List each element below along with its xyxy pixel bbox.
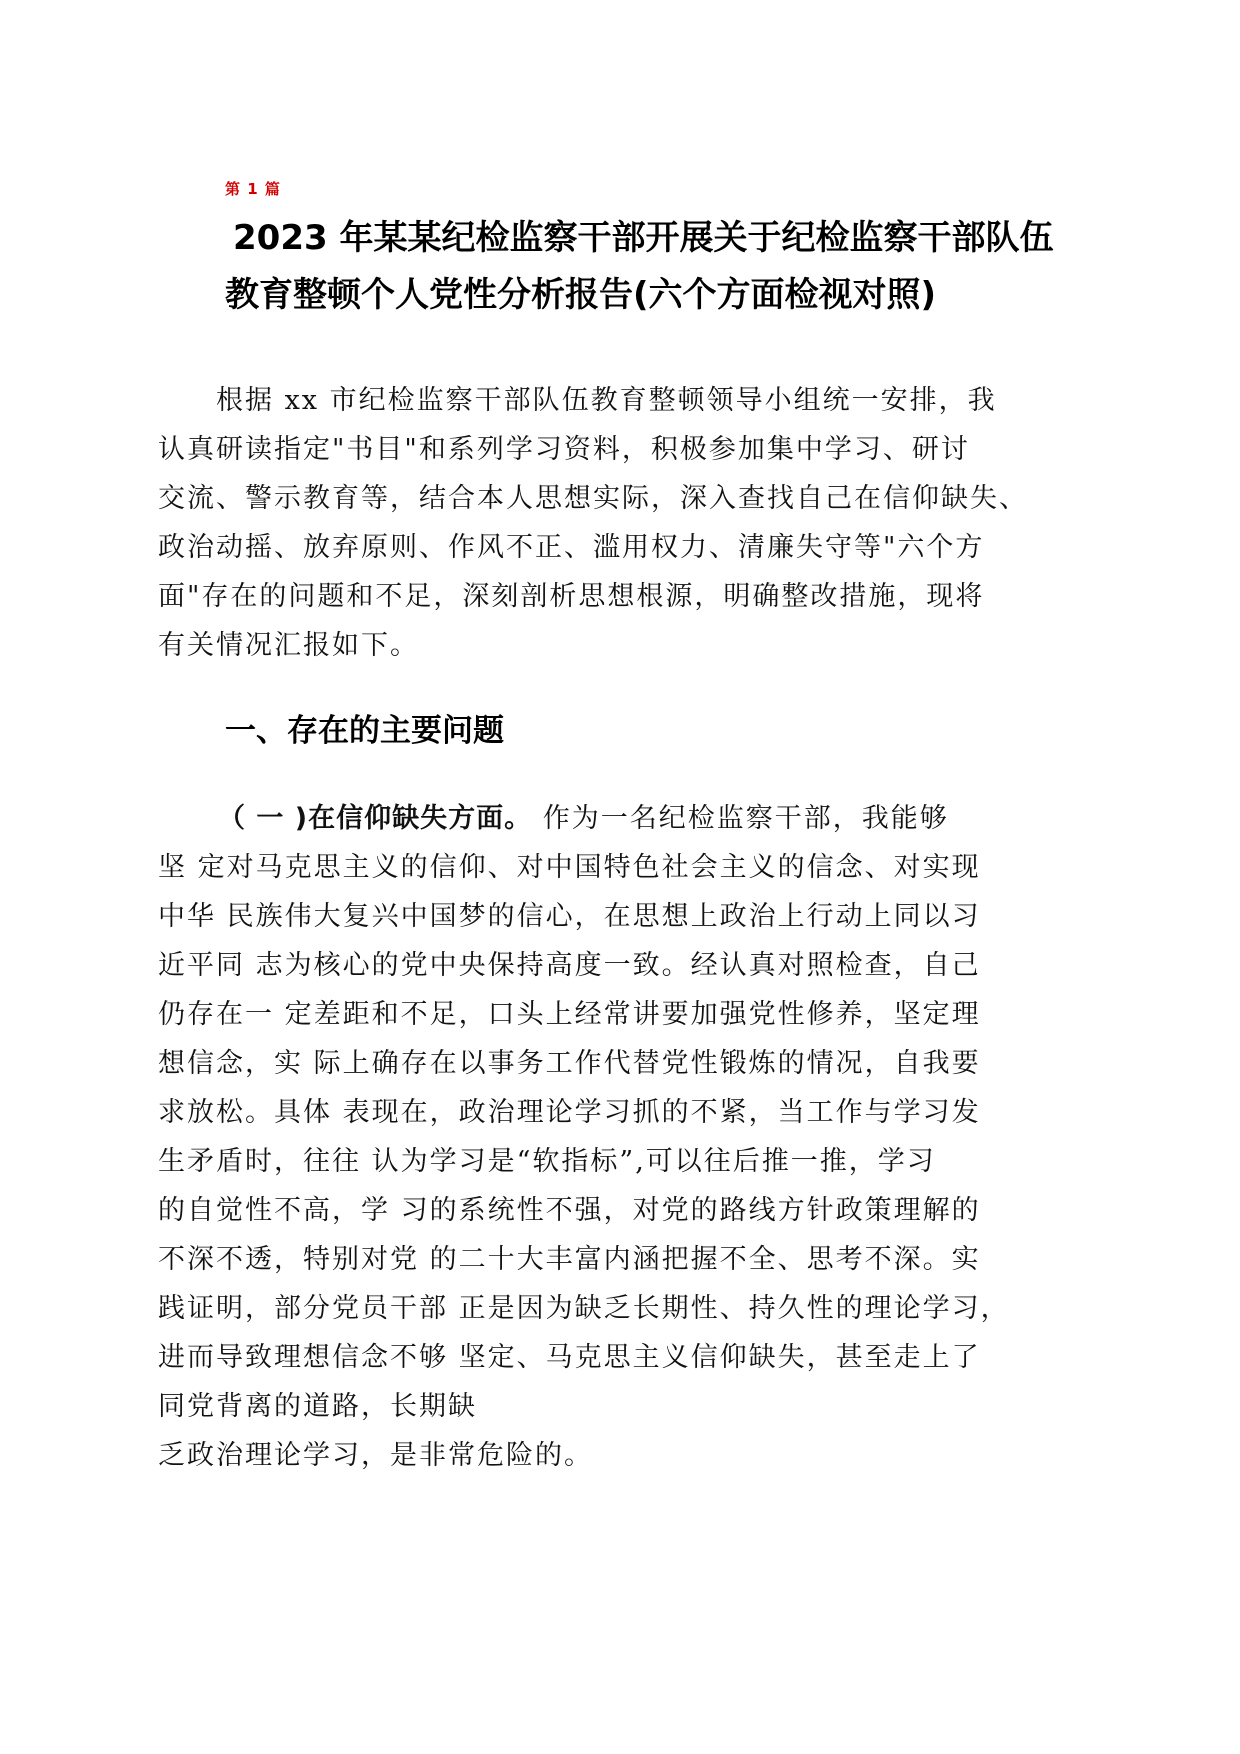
paragraph-line: 求放松。具体 表现在，政治理论学习抓的不紧，当工作与学习发 [158, 1097, 981, 1128]
intro-line: 政治动摇、放弃原则、作风不正、滥用权力、清廉失守等"六个方 [158, 532, 985, 563]
paragraph-line: 近平同 志为核心的党中央保持高度一致。经认真对照检查，自己 [158, 950, 981, 981]
intro-line: 根据 xx 市纪检监察干部队伍教育整顿领导小组统一安排，我 [158, 385, 997, 416]
subsection-paragraph [158, 794, 1118, 1480]
article-number-label: 第 1 篇 [225, 180, 281, 198]
paragraph-line: 的自觉性不高，学 习的系统性不强，对党的路线方针政策理解的 [158, 1195, 981, 1226]
intro-line: 交流、警示教育等，结合本人思想实际，深入查找自己在信仰缺失、 [158, 483, 1028, 514]
intro-line: 有关情况汇报如下。 [158, 630, 419, 661]
subsection-heading: （ 一 )在信仰缺失方面。 [218, 803, 533, 834]
paragraph-line: 同党背离的道路，长期缺 [158, 1391, 477, 1422]
section-heading: 一、存在的主要问题 [225, 713, 504, 749]
intro-line: 面"存在的问题和不足，深刻剖析思想根源，明确整改措施，现将 [158, 581, 985, 612]
paragraph-line: 生矛盾时，往往 认为学习是“软指标”,可以往后推一推，学习 [158, 1146, 936, 1177]
paragraph-line: 仍存在一 定差距和不足，口头上经常讲要加强党性修养，坚定理 [158, 999, 981, 1030]
intro-line: 认真研读指定"书目"和系列学习资料，积极参加集中学习、研讨 [158, 434, 970, 465]
title-line: 2023 年某某纪检监察干部开展关于纪检监察干部队伍 [233, 218, 1054, 258]
paragraph-first-line [158, 794, 1118, 843]
paragraph-text: 作为一名纪检监察干部，我能够 [532, 803, 949, 834]
intro-paragraph [158, 376, 1118, 670]
paragraph-line: 乏政治理论学习，是非常危险的。 [158, 1440, 593, 1471]
paragraph-line: 不深不透，特别对党 的二十大丰富内涵把握不全、思考不深。实 [158, 1244, 981, 1275]
title-line: 教育整顿个人党性分析报告(六个方面检视对照) [225, 275, 937, 315]
paragraph-line: 中华 民族伟大复兴中国梦的信心，在思想上政治上行动上同以习 [158, 901, 981, 932]
paragraph-line: 践证明，部分党员干部 正是因为缺乏长期性、持久性的理论学习， [158, 1293, 1010, 1324]
paragraph-line: 坚 定对马克思主义的信仰、对中国特色社会主义的信念、对实现 [158, 852, 981, 883]
paragraph-line: 想信念，实 际上确存在以事务工作代替党性锻炼的情况，自我要 [158, 1048, 981, 1079]
paragraph-line: 进而导致理想信念不够 坚定、马克思主义信仰缺失，甚至走上了 [158, 1342, 981, 1373]
document-title [225, 210, 1085, 324]
